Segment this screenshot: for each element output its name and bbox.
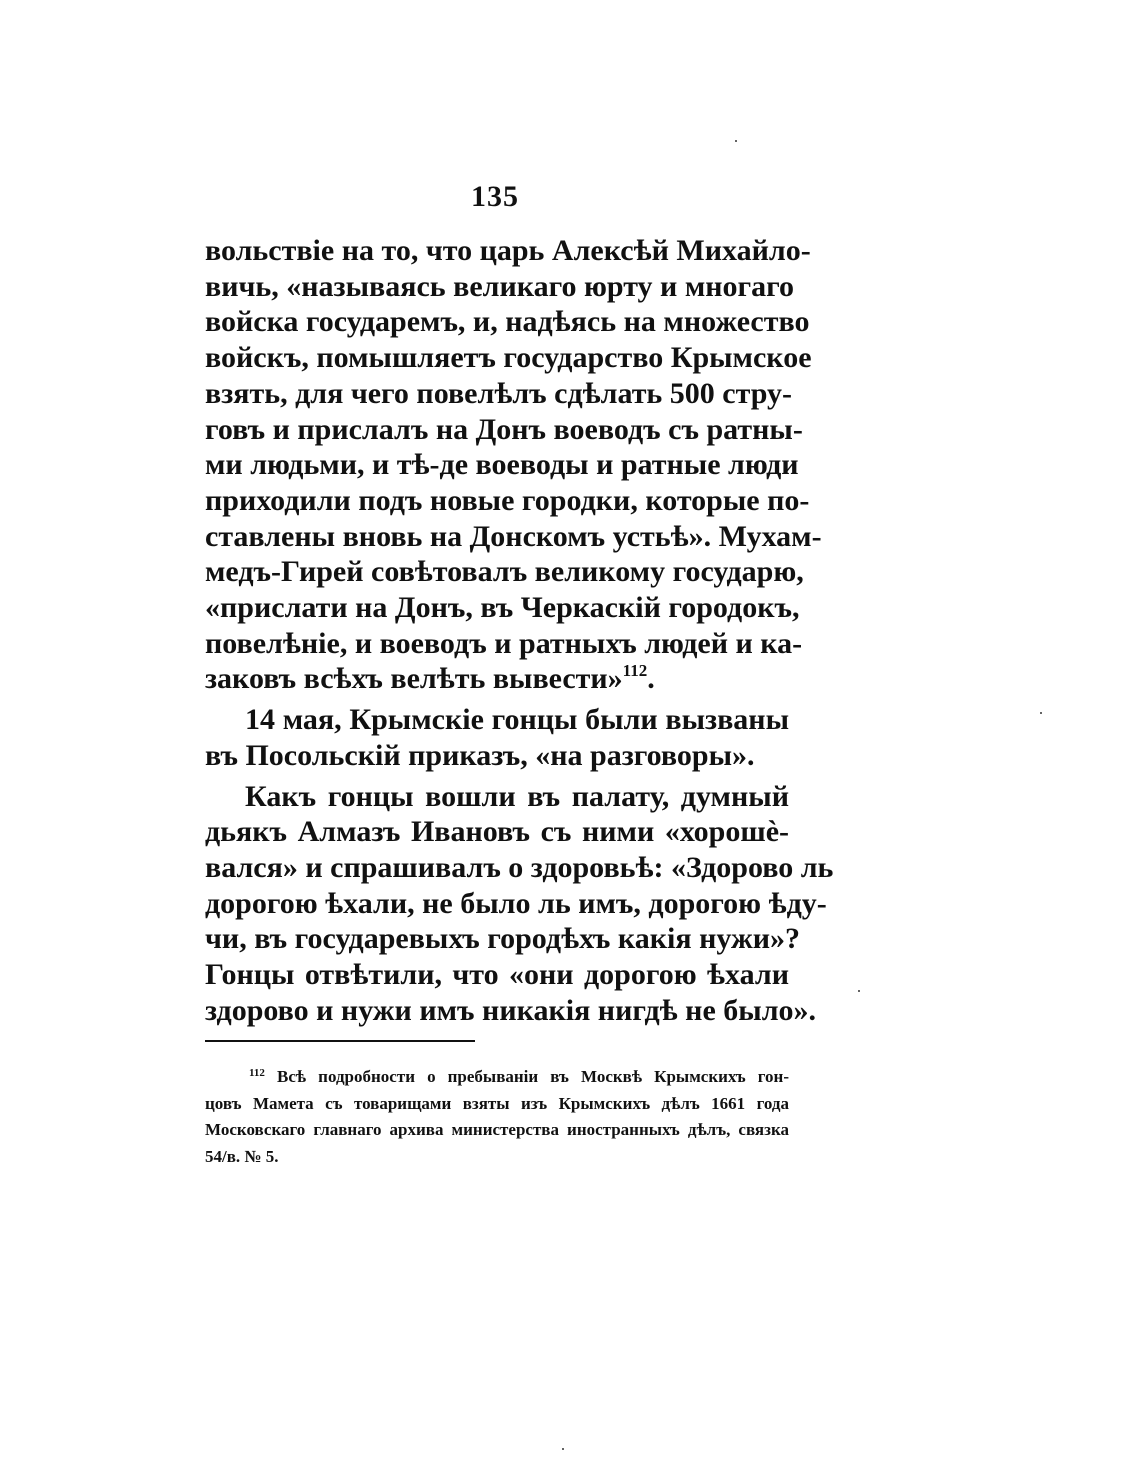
text-line: повелѣніе, и воеводъ и ратныхъ людей и ка-: [205, 626, 803, 660]
text-line: Какъ гонцы вошли въ палату, думный: [245, 779, 789, 813]
text-line: войскъ, помышляетъ государство Крымское: [205, 341, 812, 375]
text-line: ставлены вновь на Донскомъ устьѣ». Мухам-: [205, 519, 822, 553]
paper-speck: [735, 140, 737, 142]
text-line: чи, въ государевыхъ городѣхъ какія нужи»?: [205, 922, 801, 956]
text-line: взять, для чего повелѣлъ сдѣлать 500 стру-: [205, 376, 792, 410]
text-line: въ Посольскій приказъ, «на разговоры».: [205, 738, 755, 772]
footnote-line: 54/в. № 5.: [205, 1146, 279, 1166]
text-line: ми людьми, и тѣ-де воеводы и ратные люди: [205, 448, 799, 482]
text-line: медъ-Гирей совѣтовалъ великому государю,: [205, 555, 804, 589]
footnote-reference: 112: [622, 661, 648, 681]
footnote-mark: 112: [249, 1067, 265, 1079]
text-line: вичь, «называясь великаго юрту и многаго: [205, 269, 795, 303]
paper-speck: [858, 990, 860, 992]
text-line: дьякъ Алмазъ Ивановъ съ ними «хорошѐ-: [205, 815, 789, 849]
paper-speck: [562, 1448, 564, 1450]
text-line-content: заковъ всѣхъ велѣть вывести»: [205, 662, 623, 696]
text-line: вался» и спрашивалъ о здоровьѣ: «Здорово ль: [205, 850, 834, 884]
text-line: войска государемъ, и, надѣясь на множество: [205, 305, 810, 339]
footnote-line: цовъ Мамета съ товарищами взяты изъ Крымскихъ дѣлъ 1661 года: [205, 1093, 789, 1113]
paper-speck: [1040, 712, 1042, 714]
text-line: «прислати на Донъ, въ Черкаскій городокъ,: [205, 591, 800, 625]
page-number: 135: [471, 180, 519, 213]
footnote-text: Всѣ подробности о пребываніи въ Москвѣ Крымскихъ гон-: [276, 1067, 789, 1086]
paragraph: [205, 779, 834, 1029]
footnote-divider: [205, 1040, 475, 1042]
footnote-line: Московскаго главнаго архива министерства иностранныхъ дѣлъ, связка: [205, 1120, 789, 1139]
text-line: Гонцы отвѣтили, что «они дорогою ѣхали: [205, 958, 789, 992]
text-line: дорогою ѣхали, не было ль имъ, дорогою ѣду-: [205, 886, 827, 920]
paragraph: [205, 702, 789, 773]
text-line: приходили подъ новые городки, которые по-: [205, 483, 810, 517]
footnote: [205, 1064, 789, 1170]
sentence-end: .: [647, 662, 655, 696]
text-line: здорово и нужи имъ никакія нигдѣ не было».: [205, 993, 817, 1027]
footnote-line: [205, 1064, 789, 1091]
text-line: [205, 661, 789, 697]
text-line: 14 мая, Крымскіе гонцы были вызваны: [245, 703, 789, 737]
text-line: говъ и прислалъ на Донъ воеводъ съ ратны-: [205, 412, 803, 446]
text-line: вольствіе на то, что царь Алексѣй Михайло-: [205, 234, 811, 267]
main-text: [205, 233, 834, 1033]
paragraph: [205, 233, 822, 697]
